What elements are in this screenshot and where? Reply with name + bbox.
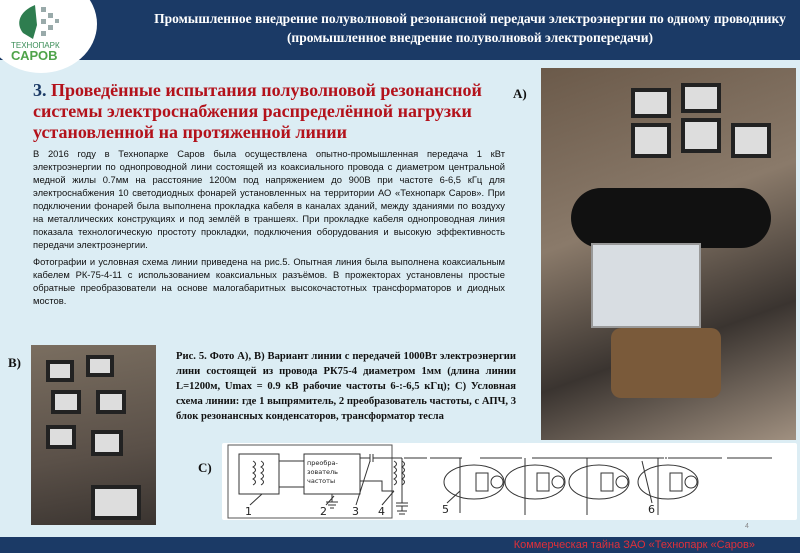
logo-text-top: ТЕХНОПАРК: [11, 41, 60, 50]
paragraph-1: В 2016 году в Технопарке Саров была осуществлена опытно-промышленная передача 1 кВт электроэнергии по однопроводной лини состоящей из коаксиального провода с диаметром центральной медной жилы 0.7мм на расстояние 1200м под напряжением до 900В при частоте 6-6,5 кГц для электроснабжения 10 светодиодных фонарей установленных на территории АО «Технопарк Саров». При подключении фонарей была выполнена прокладка кабеля в каналах зданий, между зданиями по воздуху на металлических конструкциях и под землёй в траншеях. При прокладке кабеля однопроводная линия показала технологическую простоту прокладки, подключения оборудования и высокую эффективность передачи электроэнергии.: [33, 148, 505, 250]
label-b: В): [8, 355, 21, 370]
circuit-diagram: [222, 443, 797, 520]
header-title-line2: (промышленное внедрение полуволновой электропередачи): [286, 30, 654, 45]
logo-text-bottom: САРОВ: [11, 48, 58, 63]
converter-label-2: зователь: [307, 468, 339, 476]
diagram-number-5: 5: [442, 503, 449, 516]
diagram-number-1: 1: [245, 505, 252, 518]
body-text: [33, 147, 505, 307]
converter-label-3: частоты: [307, 477, 336, 485]
diagram-number-6: 6: [648, 503, 655, 516]
converter-label-1: преобра-: [307, 459, 338, 467]
technopark-logo: [0, 0, 97, 73]
main-content: [33, 80, 505, 311]
figure-caption: Рис. 5. Фото А), В) Вариант линии с передачей 1000Вт электроэнергии лини состоящей из провода РК75-4 диаметром 1мм (длина линии L=1200м, Umax = 0.9 кВ рабочие частоты 6-:-6,5 кГц); С) Условная схема линии: где 1 выпрямитель, 2 преобразователь частоты, с АПЧ, 3 блок резонансных конденсаторов, трансформатор тесла: [176, 351, 516, 422]
section-title: 3. Проведённые испытания полуволновой резонансной системы электроснабжения распределённой нагрузки установленной на протяженной линии: [33, 80, 482, 142]
photo-a: [541, 68, 796, 440]
page-number: 4: [745, 523, 749, 530]
paragraph-2: Фотографии и условная схема линии приведена на рис.5. Опытная линия была выполнена коаксиальным кабелем РК-75-4-11 с использованием коаксиальных разъёмов. В прожекторах установлены простые обратные преобразователи на основе малогабаритных высокочастотных трансформаторов и диодных мостов.: [33, 256, 505, 306]
footer-confidential: Коммерческая тайна ЗАО «Технопарк «Саров»: [0, 537, 800, 553]
diagram-number-2: 2: [320, 505, 327, 518]
slide-header: [0, 0, 800, 60]
label-c: С): [198, 460, 212, 475]
diagram-number-4: 4: [378, 505, 385, 518]
photo-b: [31, 345, 156, 525]
label-a: А): [513, 86, 527, 101]
header-title-line1: Промышленное внедрение полуволновой резонансной передачи электроэнергии по одному проводнику: [154, 11, 786, 26]
diagram-number-3: 3: [352, 505, 359, 518]
tree-icon: [15, 3, 75, 41]
